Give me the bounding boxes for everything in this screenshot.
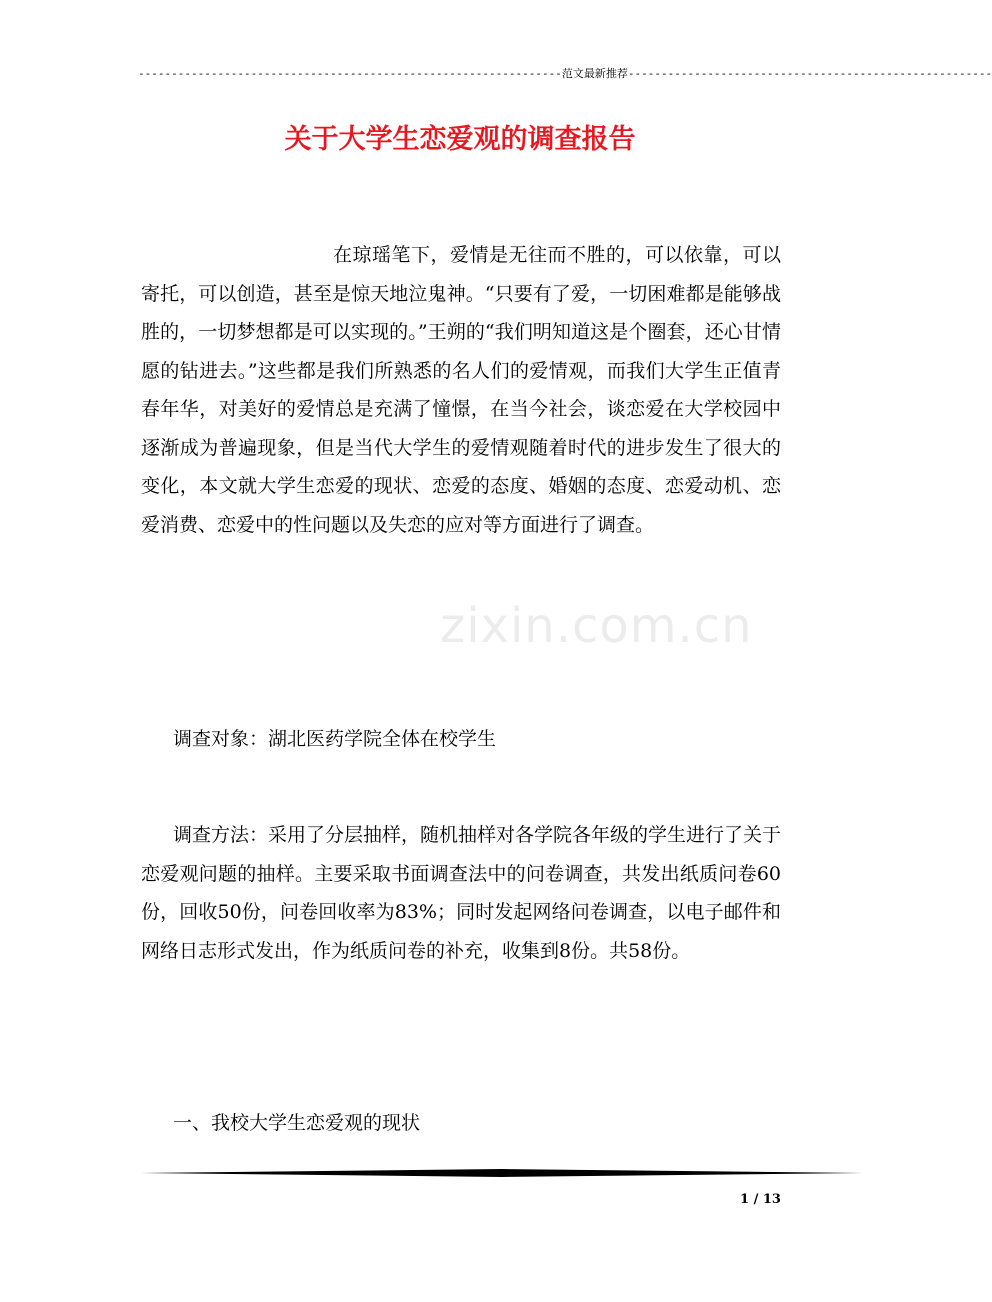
watermark: zixin.com.cn: [440, 598, 753, 654]
intro-paragraph: 在琼瑶笔下，爱情是无往而不胜的，可以依靠，可以寄托，可以创造，甚至是惊天地泣鬼神。“只要有了爱，一切困难都是能够战胜的，一切梦想都是可以实现的。”王朔的“我们明知道这是个圈套，还心甘情愿的钻进去。”这些都是我们所熟悉的名人们的爱情观，而我们大学生正值青春年华，对美好的爱情总是充满了憧憬，在当今社会，谈恋爱在大学校园中逐渐成为普遍现象，但是当代大学生的爱情观随着时代的进步发生了很大的变化，本文就大学生恋爱的现状、恋爱的态度、婚姻的态度、恋爱动机、恋爱消费、恋爱中的性问题以及失恋的应对等方面进行了调查。: [141, 244, 781, 536]
header-banner: ----------------------------------------------------------------范文最新推荐-------------------------------------------------------: [138, 67, 992, 80]
footer-rule: [141, 1168, 863, 1178]
document-title: 关于大学生恋爱观的调查报告: [284, 124, 636, 155]
survey-method-paragraph: 调查方法：采用了分层抽样，随机抽样对各学院各年级的学生进行了关于恋爱观问题的抽样。主要采取书面调查法中的问卷调查，共发出纸质问卷60份，回收50份，问卷回收率为83%；同时发起网络问卷调查，以电子邮件和网络日志形式发出，作为纸质问卷的补充，收集到8份。共58份。: [141, 824, 782, 962]
section-heading: 一、我校大学生恋爱观的现状: [173, 1112, 421, 1134]
survey-subject-paragraph: 调查对象：湖北医药学院全体在校学生: [173, 728, 497, 750]
page-number: 1 / 13: [740, 1192, 781, 1207]
